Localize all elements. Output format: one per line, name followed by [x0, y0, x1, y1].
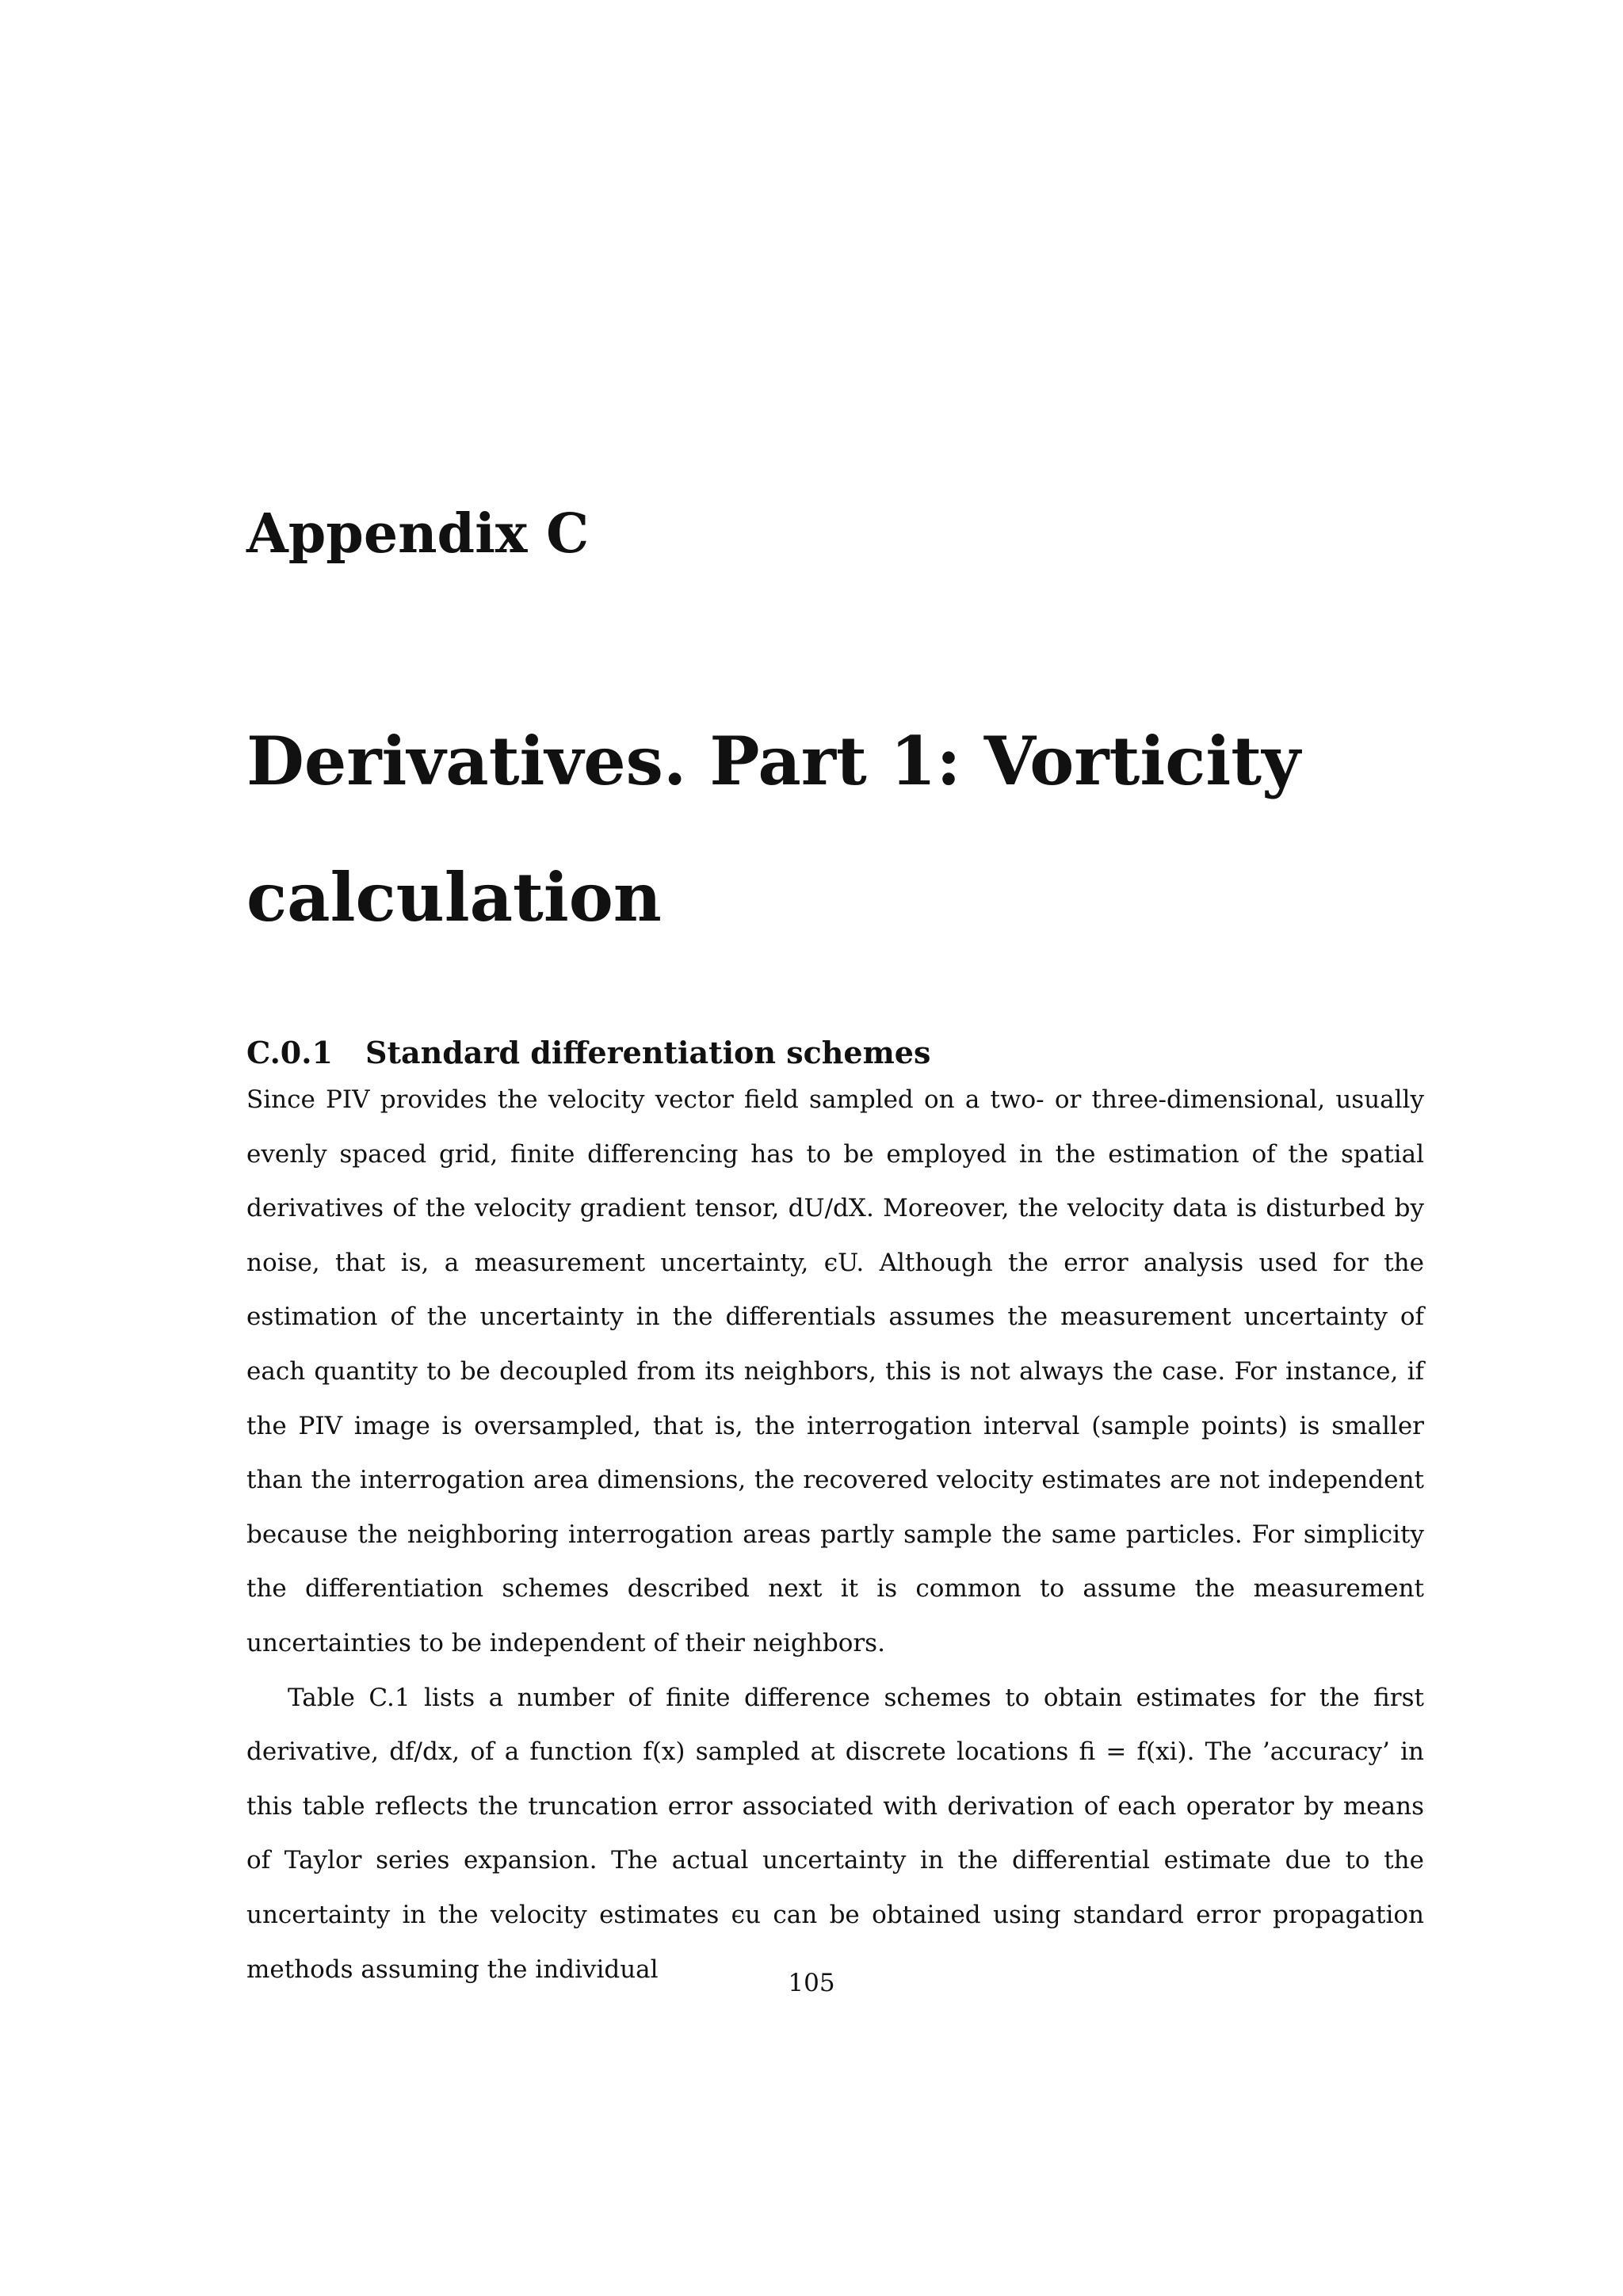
- chapter-title-line-1: Derivatives. Part 1: Vorticity: [246, 722, 1300, 800]
- section-title: Standard differentiation schemes: [365, 1035, 931, 1070]
- chapter-title: [246, 693, 1435, 966]
- appendix-label: Appendix C: [246, 502, 590, 566]
- page-number: 105: [788, 1969, 835, 1997]
- paragraph-1: Since PIV provides the velocity vector field sampled on a two- or three-dimensional, usually evenly spaced grid, finite differencing has to be employed in the estimation of the spatial derivatives of the velocity gradient tensor, dU/dX. Moreover, the velocity data is disturbed by noise, that is, a measurement uncertainty, ϵU. Although the error analysis used for the estimation of the uncertainty in the differentials assumes the measurement uncertainty of each quantity to be decoupled from its neighbors, this is not always the case. For instance, if the PIV image is oversampled, that is, the interrogation interval (sample points) is smaller than the interrogation area dimensions, the recovered velocity estimates are not independent because the neighboring interrogation areas partly sample the same particles. For simplicity the differentiation schemes described next it is common to assume the measurement uncertainties to be independent of their neighbors.: [246, 1085, 1424, 1657]
- section-number: C.0.1: [246, 1035, 333, 1070]
- body-text: [246, 1073, 1424, 1997]
- chapter-title-line-2: calculation: [246, 858, 662, 936]
- section-heading: [246, 1035, 931, 1070]
- paragraph-2: Table C.1 lists a number of finite difference schemes to obtain estimates for the first derivative, df/dx, of a function f(x) sampled at discrete locations fi = f(xi). The ’accuracy’ in this table reflects the truncation error associated with derivation of each operator by means of Taylor series expansion. The actual uncertainty in the differential estimate due to the uncertainty in the velocity estimates ϵu can be obtained using standard error propagation methods assuming the individual: [246, 1683, 1424, 1984]
